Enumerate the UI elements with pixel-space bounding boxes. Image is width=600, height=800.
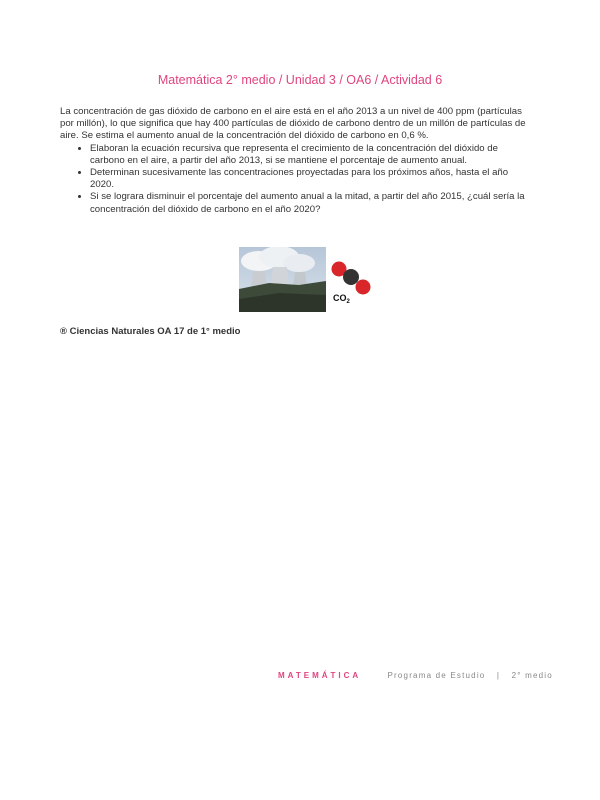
bullet-item: • Si se lograra disminuir el porcentaje del aumento anual a la mitad, a partir del año 2015, ¿cuál sería la concentración del dióxido de carbono en el año 2020? bbox=[90, 191, 526, 215]
footer-separator: | bbox=[496, 671, 501, 680]
activity-body bbox=[60, 106, 526, 216]
registered-icon: ® bbox=[60, 326, 67, 337]
page-title: Matemática 2° medio / Unidad 3 / OA6 / Actividad 6 bbox=[157, 73, 443, 87]
activity-intro: La concentración de gas dióxido de carbono en el aire está en el año 2013 a un nivel de 400 ppm (partículas por millón), lo que significa que hay 400 partículas de dióxido de carbono dentro de un millón de partículas de aire. Se estima el aumento anual de la concentración del dióxido de carbono en 0,6 %. bbox=[60, 106, 526, 142]
co2-molecule-image bbox=[329, 255, 377, 303]
power-plant-image bbox=[239, 247, 326, 312]
footer-subject: MATEMÁTICA bbox=[278, 671, 362, 680]
activity-bullets bbox=[60, 143, 526, 216]
footer-level: 2° medio bbox=[511, 671, 553, 680]
bullet-item: • Elaboran la ecuación recursiva que representa el crecimiento de la concentración del dióxido de carbono en el aire, a partir del año 2013, si se mantiene el porcentaje de aumento anual. bbox=[90, 143, 526, 167]
footer-program: Programa de Estudio bbox=[387, 671, 486, 680]
bullet-item: • Determinan sucesivamente las concentraciones proyectadas para los próximos años, hasta el año 2020. bbox=[90, 167, 526, 191]
page-footer bbox=[278, 671, 553, 680]
co2-figure bbox=[239, 247, 379, 312]
footer-separator bbox=[373, 671, 376, 680]
related-objective-text: Ciencias Naturales OA 17 de 1° medio bbox=[69, 326, 241, 337]
molecule-label: $CO_2$ bbox=[333, 293, 350, 303]
related-objective bbox=[60, 326, 240, 337]
